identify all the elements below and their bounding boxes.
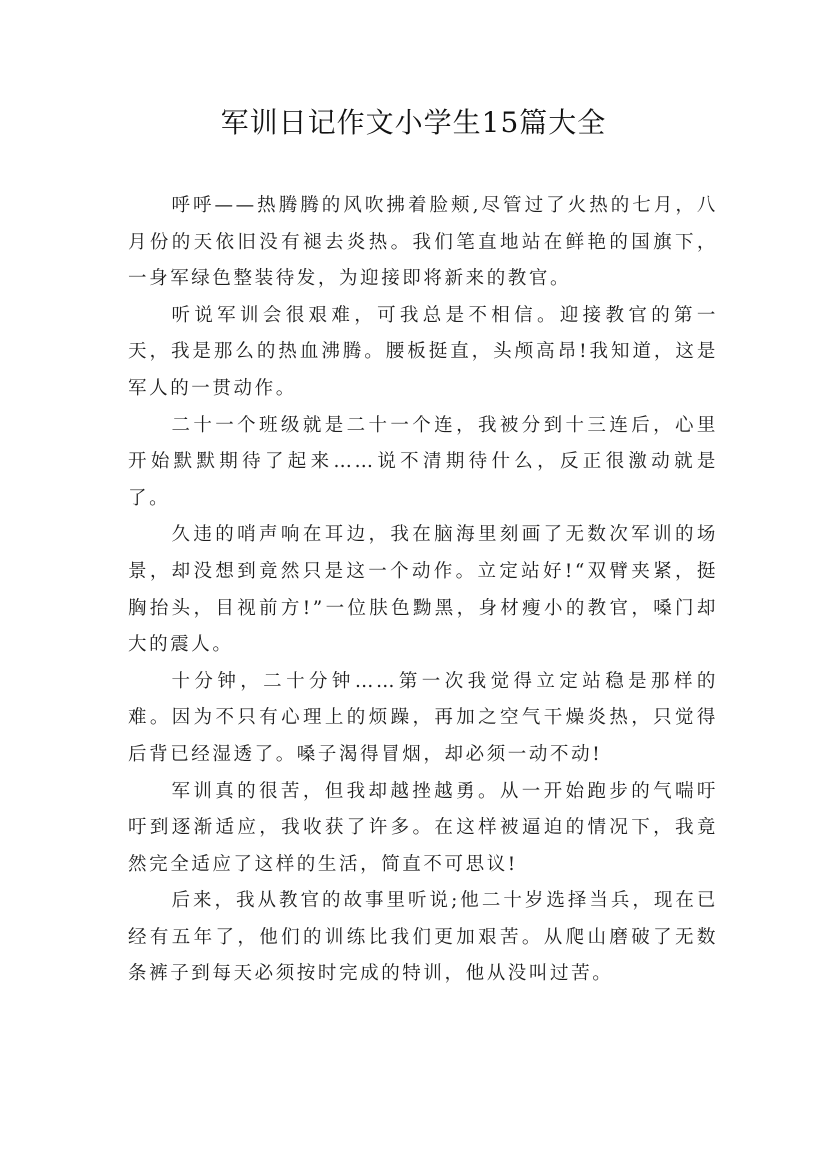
paragraph-3: 二十一个班级就是二十一个连，我被分到十三连后，心里开始默默期待了起来……说不清期待什么，反正很激动就是了。 <box>128 414 718 509</box>
paragraph-2: 听说军训会很艰难，可我总是不相信。迎接教官的第一天，我是那么的热血沸腾。腰板挺直，头颅高昂!我知道，这是军人的一贯动作。 <box>128 304 718 399</box>
document-body <box>128 188 718 993</box>
paragraph-1: 呼呼——热腾腾的风吹拂着脸颊,尽管过了火热的七月，八月份的天依旧没有褪去炎热。我们笔直地站在鲜艳的国旗下，一身军绿色整装待发，为迎接即将新来的教官。 <box>128 195 718 290</box>
document-title: 军训日记作文小学生15篇大全 <box>220 106 607 139</box>
paragraph-6: 军训真的很苦，但我却越挫越勇。从一开始跑步的气喘吁吁到逐渐适应，我收获了许多。在这样被逼迫的情况下，我竟然完全适应了这样的生活，简直不可思议! <box>128 780 718 875</box>
paragraph-5: 十分钟，二十分钟……第一次我觉得立定站稳是那样的难。因为不只有心理上的烦躁，再加之空气干燥炎热，只觉得后背已经湿透了。嗓子渴得冒烟，却必须一动不动! <box>128 670 718 765</box>
paragraph-7: 后来，我从教官的故事里听说;他二十岁选择当兵，现在已经有五年了，他们的训练比我们更加艰苦。从爬山磨破了无数条裤子到每天必须按时完成的特训，他从没叫过苦。 <box>128 890 718 985</box>
paragraph-4: 久违的哨声响在耳边，我在脑海里刻画了无数次军训的场景，却没想到竟然只是这一个动作。立定站好!“双臂夹紧，挺胸抬头，目视前方!”一位肤色黝黑，身材瘦小的教官，嗓门却大的震人。 <box>128 524 718 656</box>
